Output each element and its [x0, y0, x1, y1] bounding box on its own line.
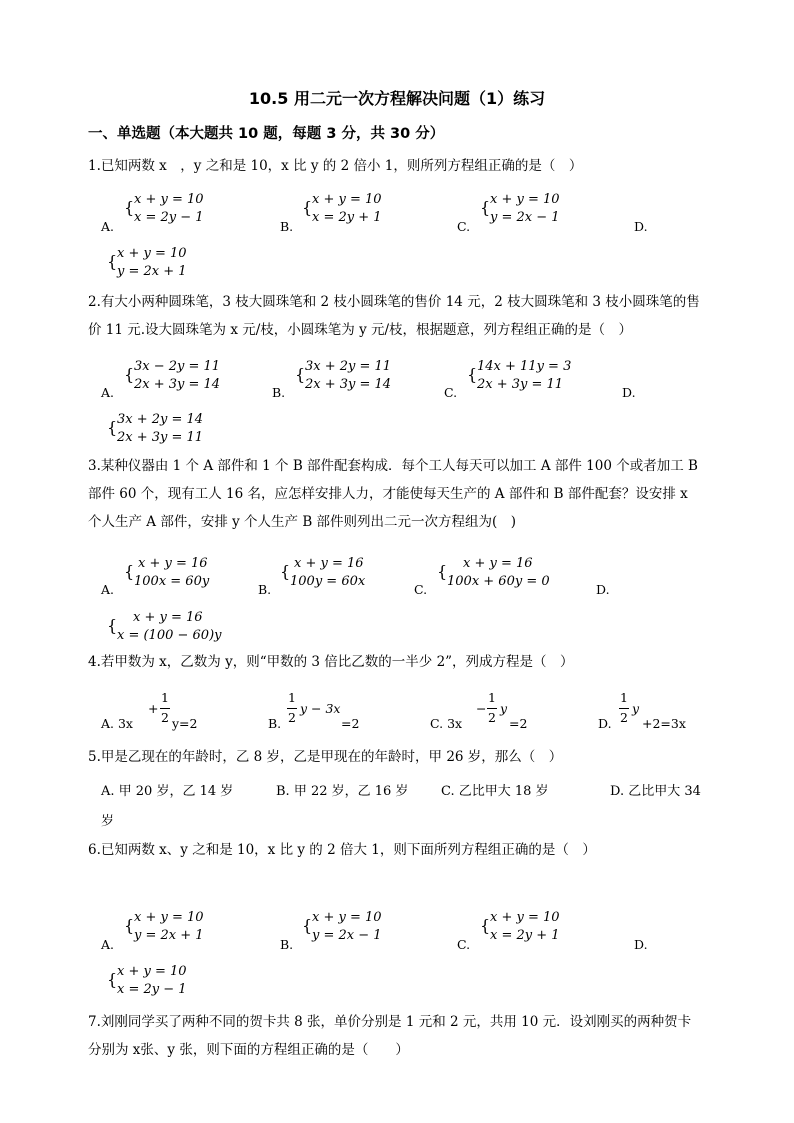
q6-option-b-label: B. [280, 937, 294, 952]
q3-option-d-label: D. [596, 582, 610, 597]
q4-option-b-expr: y − 3x [300, 701, 341, 716]
q6-option-c-system: { x + y = 10 x = 2y + 1 [480, 910, 560, 943]
q4-option-a-label: A. 3x [101, 716, 133, 731]
q6-option-a-system: { x + y = 10 y = 2x + 1 [124, 910, 204, 943]
q1-option-b-label: B. [280, 219, 294, 234]
q2-option-b-system: { 3x + 2y = 11 2x + 3y = 14 [295, 359, 392, 392]
q4-option-c-label: C. 3x [430, 716, 463, 731]
q5-option-d-wrap: 岁 [101, 814, 115, 829]
question-7-text: 7.刘刚同学买了两种不同的贺卡共 8 张，单价分别是 1 元和 2 元，共用 10 元．设刘刚买的两种贺卡 分别为 x张、y 张，则下面的方程组正确的是（ ） [88, 1014, 692, 1058]
page-title: 10.5 用二元一次方程解决问题（1）练习 [248, 89, 546, 108]
q4-option-a-tail: y=2 [172, 716, 198, 731]
question-4-text: 4.若甲数为 x，乙数为 y，则“甲数的 3 倍比乙数的一半少 2”，列成方程是（ ） [88, 654, 574, 670]
question-1-text: 1.已知两数 x ，y 之和是 10，x 比 y 的 2 倍小 1，则所列方程组正确的是（ ） [88, 158, 583, 174]
q1-option-d-label: D. [634, 219, 648, 234]
q1-option-a-label: A. [101, 219, 115, 234]
q3-option-c-system: { x + y = 16 100x + 60y = 0 [437, 556, 550, 589]
q2-option-d-label: D. [622, 385, 636, 400]
q6-option-a-label: A. [101, 937, 115, 952]
q4-option-a-sign: + [148, 701, 159, 716]
question-2-text: 2.有大小两种圆珠笔，3 枝大圆珠笔和 2 枝小圆珠笔的售价 14 元，2 枝大圆珠笔和 3 枝小圆珠笔的售 价 11 元.设大圆珠笔为 x 元/枝，小圆珠笔为 y 元/枝，根据题意，列方程组正确的是（ ） [88, 294, 700, 338]
q2-option-a-label: A. [101, 385, 115, 400]
q1-option-c-label: C. [457, 219, 471, 234]
q5-option-d: D. 乙比甲大 34 [610, 784, 701, 799]
q2-option-a-system: { 3x − 2y = 11 2x + 3y = 14 [124, 359, 221, 392]
q1-option-c-system: { x + y = 10 y = 2x − 1 [480, 192, 560, 225]
q4-option-d-label: D. [598, 716, 612, 731]
q3-option-d-system: { x + y = 16 x = (100 − 60)y [107, 610, 222, 643]
q4-option-c-sign: − [476, 701, 487, 716]
q3-option-b-label: B. [258, 582, 272, 597]
q5-option-a: A. 甲 20 岁，乙 14 岁 [101, 784, 234, 799]
q6-option-b-system: { x + y = 10 y = 2x − 1 [302, 910, 382, 943]
q6-option-c-label: C. [457, 937, 471, 952]
q1-option-d-system: { x + y = 10 y = 2x + 1 [107, 246, 187, 279]
q4-option-b-tail: =2 [341, 716, 360, 731]
question-3-text: 3.某种仪器由 1 个 A 部件和 1 个 B 部件配套构成．每个工人每天可以加工 A 部件 100 个或者加工 B 部件 60 个，现有工人 16 名，应怎样安排人力，才能使每天生产的 A 部件和 B 部件配套？设安排 x 个人生产 A 部件，安排 y 个人生产 B 部件则列出二元一次方程组为( ) [88, 458, 698, 530]
q3-option-b-system: { x + y = 16 100y = 60x [280, 556, 366, 589]
q2-option-c-system: { 14x + 11y = 3 2x + 3y = 11 [467, 359, 572, 392]
q1-option-b-system: { x + y = 10 x = 2y + 1 [302, 192, 382, 225]
q2-option-d-system: { 3x + 2y = 14 2x + 3y = 11 [107, 412, 204, 445]
q4-option-d-tail: +2=3x [642, 716, 686, 731]
section-heading: 一、单选题（本大题共 10 题，每题 3 分，共 30 分） [88, 126, 445, 142]
q6-option-d-label: D. [634, 937, 648, 952]
q4-option-b-label: B. [268, 716, 282, 731]
q5-option-b: B. 甲 22 岁，乙 16 岁 [276, 784, 409, 799]
q5-option-c: C. 乙比甲大 18 岁 [441, 784, 549, 799]
worksheet-page: 10.5 用二元一次方程解决问题（1）练习 一、单选题（本大题共 10 题，每题 3 分，共 30 分） 1.已知两数 x ，y 之和是 10，x 比 y 的 2 倍小 1，则所列方程组正确的是（ ） A. { x + y = 10 x = 2y − 1 B. { x + y = 10 x = 2y + 1 C. { x + y = 10 y = 2x − 1 D. { x + y = 10 y = 2x + 1 2.有大小两种圆珠笔，3 枝大圆珠笔和 2 枝小圆珠笔的售价 14 元，2 枝大圆珠笔和 3 枝小圆珠笔的售 价 11 元.设大圆珠笔为 x 元/枝，小圆珠笔为 y 元/枝，根据题意，列方程组正确的是（ ） A. { 3x − 2y = 11 2x + 3y = 14 B. { 3x + 2y = 11 2x + 3y = 14 C. { 14x + 11y = 3 2x + 3y = 11 D. { 3x + 2y = 14 2x + 3y = 11 3.某种仪器由 1 个 A 部件和 1 个 B 部件配套构成．每个工人每天可以加工 A 部件 100 个或者加工 B 部件 60 个，现有工人 16 名，应怎样安排人力，才能使每天生产的 A 部件和 B 部件配套？设安排 x 个人生产 A 部件，安排 y 个人生产 B 部件则列出二元一次方程组为( ) A. { x + y = 16 100x = 60y B. { x + y = 16 100y = 60x C. { x + y = 16 100x + 60y = 0 D. { x + y = 16 x = (100 − 60)y 4.若甲数为 x，乙数为 y，则“甲数的 3 倍比乙数的一半少 2”，列成方程是（ ） A. 3x + 1 2 y=2 B. 1 2 y − 3x =2 C. 3x − 1 2 y =2 D. 1 2 y +2=3x 5.甲是乙现在的年龄时，乙 8 岁，乙是甲现在的年龄时，甲 26 岁，那么（ ） A. 甲 20 岁，乙 14 岁 B. 甲 22 岁，乙 16 岁 C. 乙比甲大 18 岁 D. 乙比甲大 34 岁 6.已知两数 x、y 之和是 10，x 比 y 的 2 倍大 1，则下面所列方程组正确的是（ ） A. { x + y = 10 y = 2x + 1 B. { x + y = 10 y = 2x − 1 C. { x + y = 10 x = 2y + 1 D. { x + y = 10 x = 2y − 1 7.刘刚同学买了两种不同的贺卡共 8 张，单价分别是 1 元和 2 元，共用 10 元．设刘刚买的两种贺卡 分别为 x张、y 张，则下面的方程组正确的是（ ） [0, 0, 794, 1123]
q3-option-a-label: A. [101, 582, 115, 597]
q3-option-a-system: { x + y = 16 100x = 60y [124, 556, 210, 589]
question-6-text: 6.已知两数 x、y 之和是 10，x 比 y 的 2 倍大 1，则下面所列方程组正确的是（ ） [88, 842, 596, 858]
q6-option-d-system: { x + y = 10 x = 2y − 1 [107, 964, 187, 997]
q3-option-c-label: C. [414, 582, 428, 597]
q4-option-c-var: y [500, 701, 508, 716]
q4-option-c-tail: =2 [509, 716, 528, 731]
q4-option-d-var: y [632, 701, 640, 716]
q2-option-b-label: B. [272, 385, 286, 400]
q2-option-c-label: C. [444, 385, 458, 400]
question-5-text: 5.甲是乙现在的年龄时，乙 8 岁，乙是甲现在的年龄时，甲 26 岁，那么（ ） [88, 749, 563, 765]
q1-option-a-system: { x + y = 10 x = 2y − 1 [124, 192, 204, 225]
